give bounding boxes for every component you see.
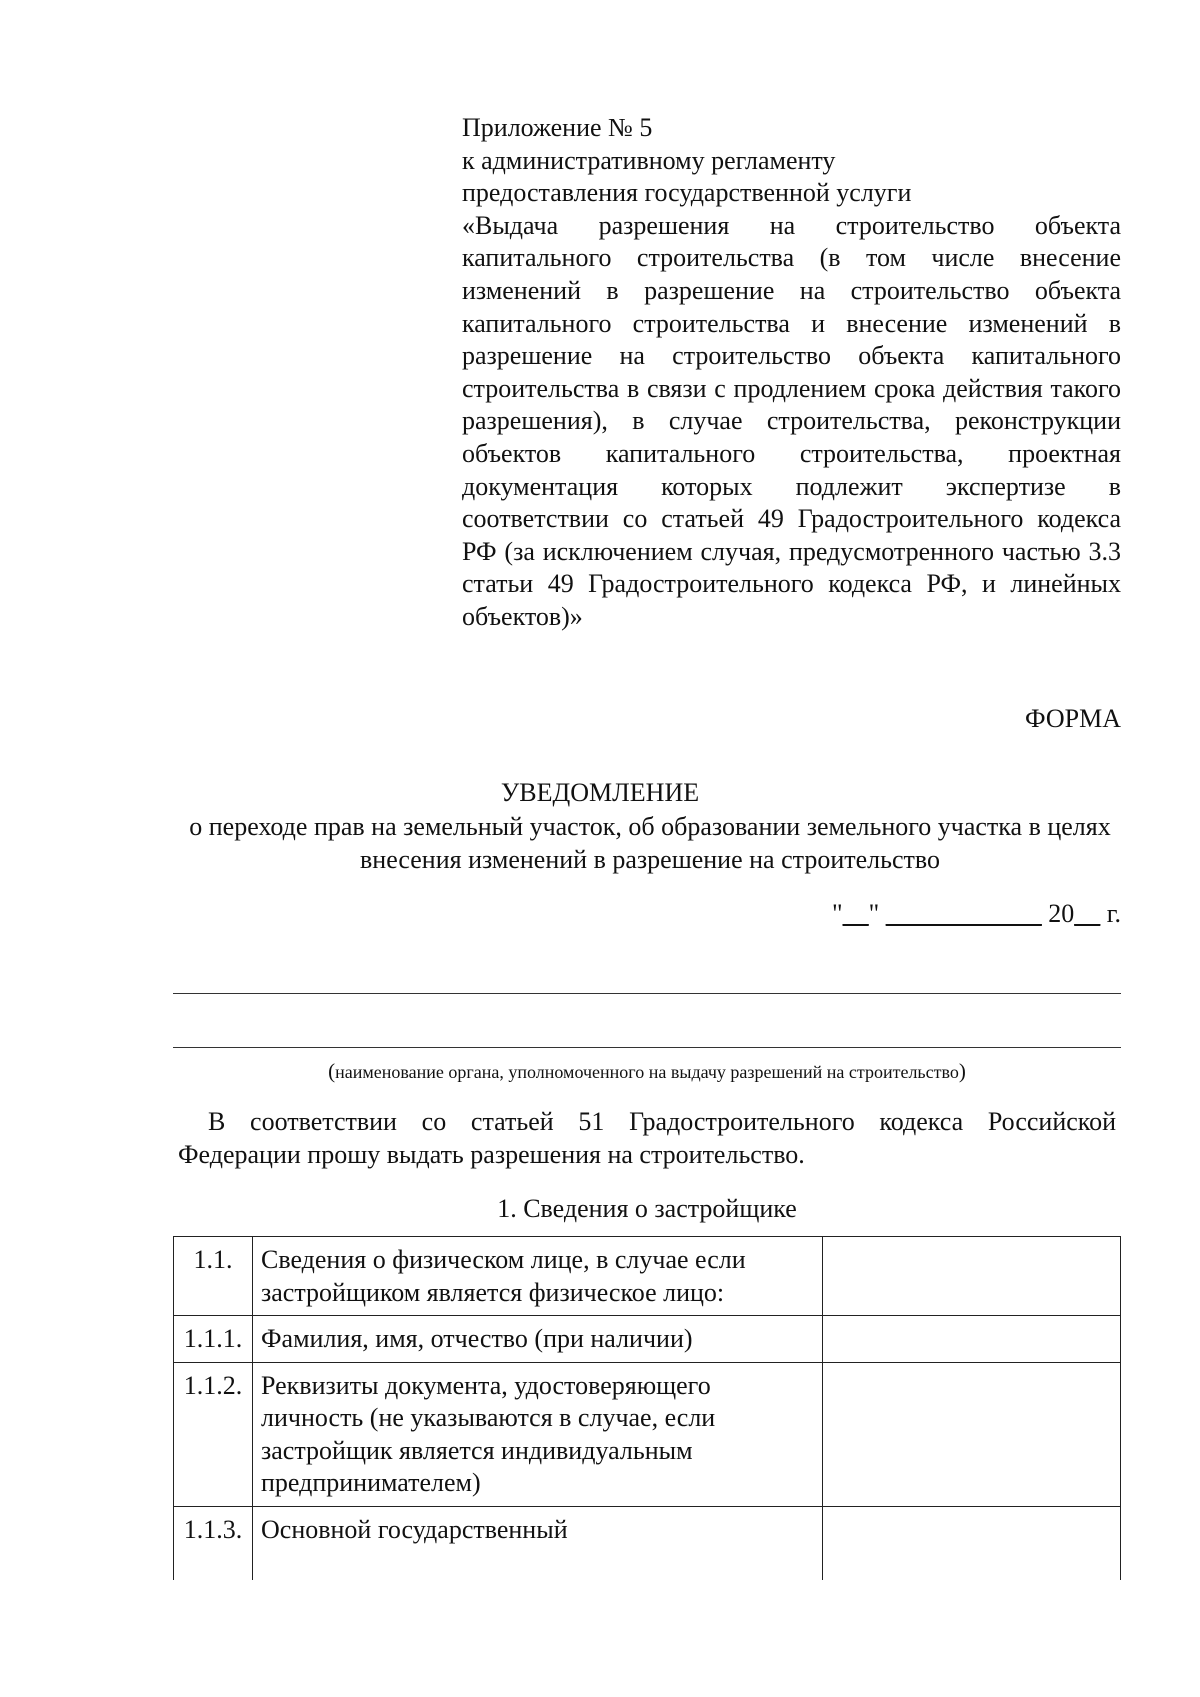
row-number: 1.1. [174,1237,253,1316]
date-field[interactable] [832,898,1121,930]
table-row [174,1237,1121,1316]
row-number: 1.1.3. [174,1506,253,1580]
notice-subtitle: о переходе прав на земельный участок, об образовании земельного участка в целях внесения изменений в разрешение на строительство [189,812,1111,874]
date-close-quote: " [868,899,880,928]
section-title: 1. Сведения о застройщике [497,1194,797,1223]
date-day-blank[interactable]: __ [842,899,869,928]
notice-title: УВЕДОМЛЕНИЕ [500,778,700,807]
row-label: Основной государственный [253,1506,823,1580]
form-label: ФОРМА [1025,704,1121,733]
row-number: 1.1.1. [174,1316,253,1363]
date-open-quote: " [832,899,843,928]
row-number: 1.1.2. [174,1362,253,1506]
appendix-service-name: «Выдача разрешения на строительство объекта капитального строительства (в том числе внесение изменений в разрешение на строительство объекта капитального строительства и внесение изменений в разрешение на строительство объекта капитального строительства в связи с продлением срока действия такого разрешения), в случае строительства, реконструкции объектов капитального строительства, проектная документация которых подлежит экспертизе в соответствии со статьей 49 Градостроительного кодекса РФ (за исключением случая, предусмотренного частью 3.3 статьи 49 Градостроительного кодекса РФ, и линейных объектов)» [462,210,1121,631]
row-value-cell[interactable] [823,1506,1121,1580]
date-year-suffix: г. [1106,899,1121,928]
caption-text: наименование органа, уполномоченного на выдачу разрешений на строительство [335,1062,959,1082]
caption-close-paren: ) [958,1059,966,1083]
row-label: Сведения о физическом лице, в случае если застройщиком является физическое лицо: [253,1237,823,1316]
date-year-blank[interactable]: __ [1074,899,1101,928]
date-year-prefix: 20 [1048,899,1075,928]
appendix-regulation: к административному регламенту [462,145,836,175]
date-month-blank[interactable]: ____________ [885,899,1042,928]
table-row [174,1506,1121,1580]
appendix-number: Приложение № 5 [462,113,653,142]
authority-line-2[interactable] [173,1047,1121,1048]
developer-info-table [173,1236,1121,1580]
caption-open-paren: ( [328,1059,336,1083]
authority-line-1[interactable] [173,993,1121,994]
table-row [174,1362,1121,1506]
row-label: Реквизиты документа, удостоверяющего личность (не указываются в случае, если застройщик является индивидуальным предпринимателем) [253,1362,823,1506]
row-value-cell[interactable] [823,1237,1121,1316]
row-label: Фамилия, имя, отчество (при наличии) [253,1316,823,1363]
request-paragraph: В соответствии со статьей 51 Градостроительного кодекса Российской Федерации прошу выдать разрешения на строительство. [178,1107,1116,1169]
table-row [174,1316,1121,1363]
row-value-cell[interactable] [823,1362,1121,1506]
authority-caption [173,1058,1121,1085]
appendix-header [462,112,1121,634]
row-value-cell[interactable] [823,1316,1121,1363]
appendix-service-intro: предоставления государственной услуги [462,178,912,208]
